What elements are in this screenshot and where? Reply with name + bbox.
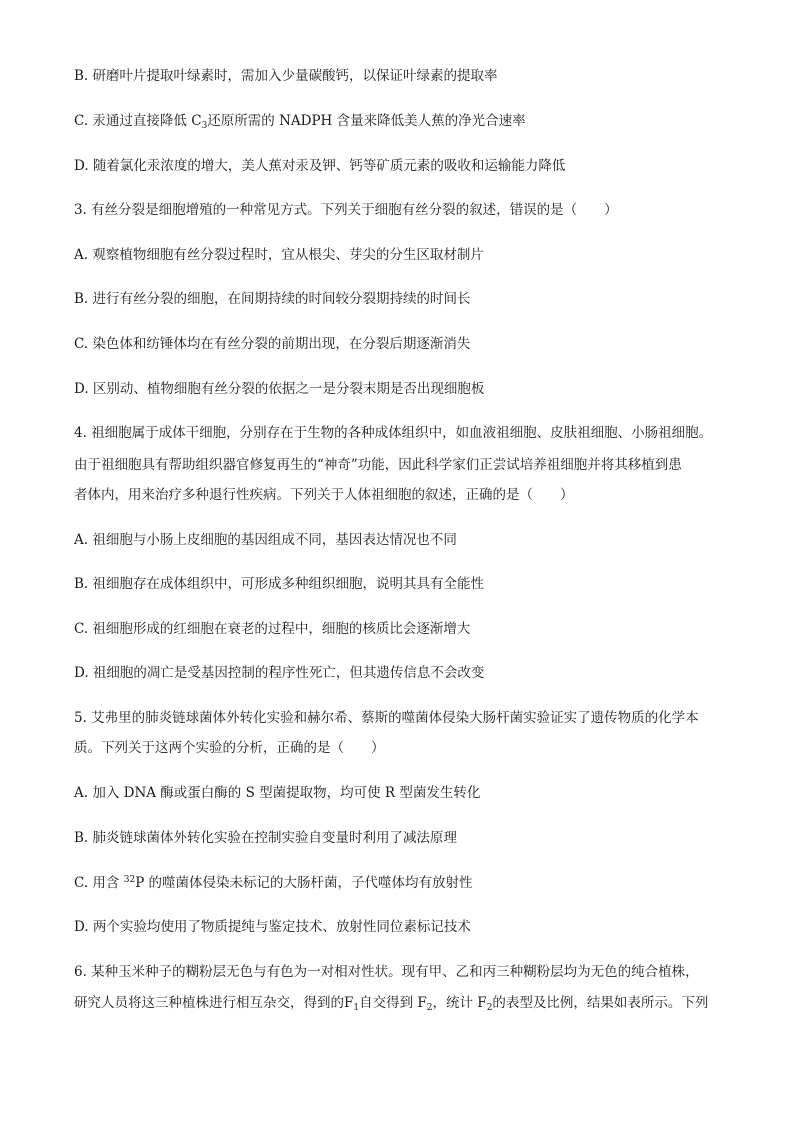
option-5a: A. 加入 DNA 酶或蛋白酶的 S 型菌提取物，均可使 R 型菌发生转化 [74, 785, 481, 801]
question-4-stem-line-2: 由于祖细胞具有帮助组织器官修复再生的“神奇”功能，因此科学家们正尝试培养祖细胞并将其移植到患 [74, 457, 682, 473]
question-6-stem-line-2 [74, 993, 734, 1013]
question-5-stem-line-1: 5. 艾弗里的肺炎链球菌体外转化实验和赫尔希、蔡斯的噬菌体侵染大肠杆菌实验证实了遗传物质的化学本 [74, 710, 699, 726]
option-2c-text-start: C. 汞通过直接降低 C [74, 113, 202, 129]
option-3a: A. 观察植物细胞有丝分裂过程时，宜从根尖、芽尖的分生区取材制片 [74, 247, 484, 263]
option-4a: A. 祖细胞与小肠上皮细胞的基因组成不同，基因表达情况也不同 [74, 532, 457, 548]
question-6-text-part: 研究人员将这三种植株进行相互杂交，得到的F [74, 995, 354, 1011]
question-6-text-part: 自交得到 F [359, 995, 427, 1011]
question-3-stem: 3. 有丝分裂是细胞增殖的一种常见方式。下列关于细胞有丝分裂的叙述，错误的是（ ） [74, 202, 618, 218]
option-2c [74, 111, 734, 131]
option-5c [74, 873, 734, 893]
option-3b: B. 进行有丝分裂的细胞，在间期持续的时间较分裂期持续的时间长 [74, 291, 471, 307]
question-5-stem-line-2: 质。下列关于这两个实验的分析，正确的是（ ） [74, 740, 385, 756]
option-5d: D. 两个实验均使用了物质提纯与鉴定技术、放射性同位素标记技术 [74, 919, 471, 935]
f1-subscript: 1 [353, 1003, 360, 1013]
option-2c-text-end: 还原所需的 NADPH 含量来降低美人蕉的净光合速率 [207, 113, 526, 129]
question-4-stem-line-1: 4. 祖细胞属于成体干细胞，分别存在于生物的各种成体组织中，如血液祖细胞、皮肤祖细胞、小肠祖细胞。 [74, 425, 713, 441]
question-6-text-part: ，统计 F [432, 995, 487, 1011]
option-4d: D. 祖细胞的凋亡是受基因控制的程序性死亡，但其遗传信息不会改变 [74, 665, 485, 681]
option-4c: C. 祖细胞形成的红细胞在衰老的过程中，细胞的核质比会逐渐增大 [74, 621, 471, 637]
question-6-stem-line-1: 6. 某种玉米种子的糊粉层无色与有色为一对相对性状。现有甲、乙和丙三种糊粉层均为无色的纯合植株， [74, 964, 699, 980]
option-2c-subscript: 3 [201, 121, 208, 131]
option-5c-text-end: P 的噬菌体侵染未标记的大肠杆菌，子代噬体均有放射性 [135, 875, 473, 891]
question-6-text-part: 的表型及比例，结果如表所示。下列 [492, 995, 709, 1011]
option-3d: D. 区别动、植物细胞有丝分裂的依据之一是分裂末期是否出现细胞板 [74, 381, 485, 397]
option-2d: D. 随着氯化汞浓度的增大，美人蕉对汞及钾、钙等矿质元素的吸收和运输能力降低 [74, 158, 566, 174]
question-4-stem-line-3: 者体内，用来治疗多种退行性疾病。下列关于人体祖细胞的叙述，正确的是（ ） [74, 487, 574, 503]
option-5c-text-start: C. 用含 [74, 875, 124, 891]
f2-subscript: 2 [486, 1003, 493, 1013]
option-5b: B. 肺炎链球菌体外转化实验在控制实验自变量时利用了减法原理 [74, 830, 458, 846]
option-2b: B. 研磨叶片提取叶绿素时，需加入少量碳酸钙，以保证叶绿素的提取率 [74, 68, 498, 84]
option-5c-superscript: 32 [123, 875, 136, 885]
option-3c: C. 染色体和纺锤体均在有丝分裂的前期出现，在分裂后期逐渐消失 [74, 336, 471, 352]
option-4b: B. 祖细胞存在成体组织中，可形成多种组织细胞，说明其具有全能性 [74, 576, 485, 592]
f2-subscript: 2 [426, 1003, 433, 1013]
